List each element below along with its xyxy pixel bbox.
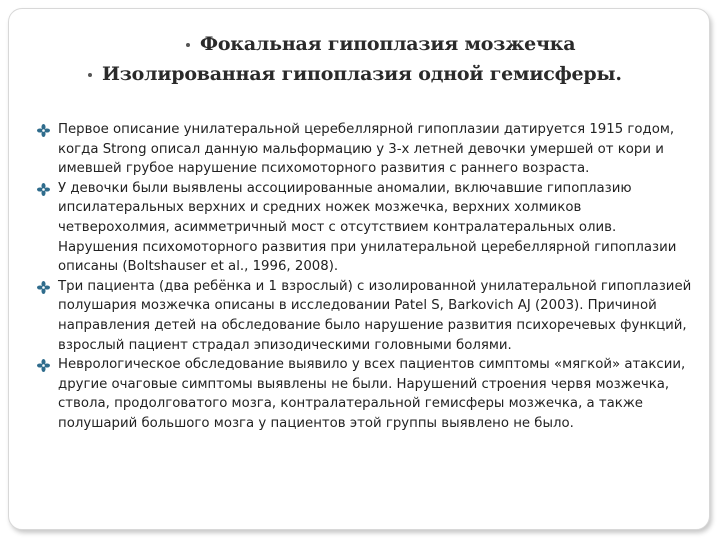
paragraph-text: У девочки были выявлены ассоциированные аномалии, включавшие гипоплазию ипсилатеральных верхних и средних ножек мозжечка, верхних холмиков четверохолмия, асимметричный мост с отсутствием контралатеральных олив. Нарушения психомоторного развития при унилатеральной церебеллярной гипоплазии описаны (Boltshauser et al., 1996, 2008).	[58, 180, 677, 275]
title-line-1: Фокальная гипоплазия мозжечка	[200, 33, 576, 55]
diamond-ornament-icon	[37, 359, 50, 372]
title-line-2: Изолированная гипоплазия одной гемисферы.	[102, 63, 622, 85]
paragraph-text: Неврологическое обследование выявило у всех пациентов симптомы «мягкой» атаксии, другие очаговые симптомы выявлены не были. Нарушений строения червя мозжечка, ствола, продолговатого мозга, контралатеральной гемисферы мозжечка, а также полушарий большого мозга у пациентов этой группы выявлено не было.	[58, 357, 686, 431]
paragraph-text: Первое описание унилатеральной церебеллярной гипоплазии датируется 1915 годом, когда Strong описал данную мальформацию у 3-х летней девочки умершей от кори и имевшей грубое нарушение психомоторного развития с раннего возраста.	[58, 122, 675, 177]
title-bullet-dot	[186, 43, 190, 47]
title-bullet-dot	[88, 73, 92, 77]
diamond-ornament-icon	[37, 281, 50, 294]
diamond-ornament-icon	[37, 183, 50, 196]
bullet-paragraph	[34, 120, 694, 179]
diamond-ornament-icon	[37, 124, 50, 137]
bullet-paragraph	[34, 355, 694, 433]
bullet-paragraph	[34, 179, 694, 277]
paragraph-text: Три пациента (два ребёнка и 1 взрослый) с изолированной унилатеральной гипоплазией полушария мозжечка описаны в исследовании Patel S, Barkovich AJ (2003). Причиной направления детей на обследование было нарушение развития психоречевых функций, взрослый пациент страдал эпизодическими головными болями.	[58, 278, 692, 353]
slide-body	[34, 120, 694, 434]
bullet-paragraph	[34, 277, 694, 355]
